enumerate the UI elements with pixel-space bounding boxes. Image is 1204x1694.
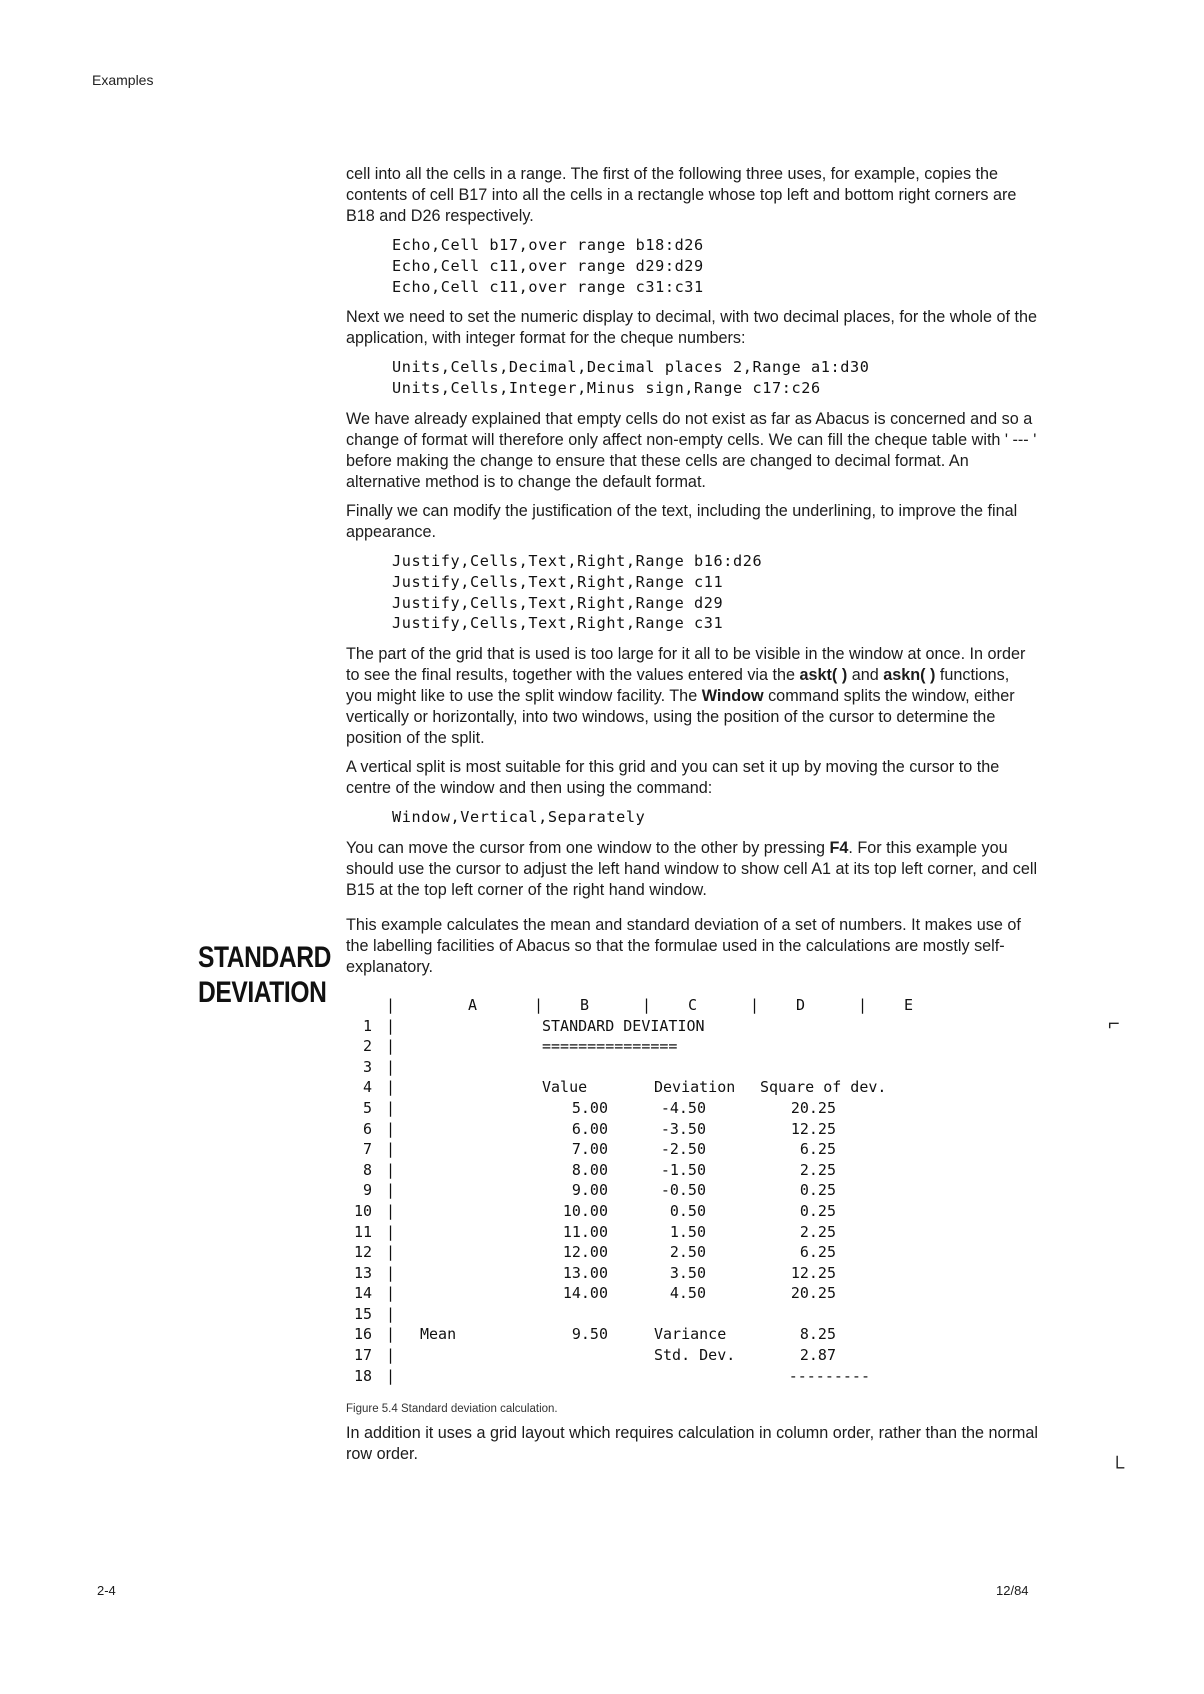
- cell-d: 6.25: [799, 1243, 836, 1262]
- section-heading: [198, 940, 331, 1010]
- code-line: Units,Cells,Decimal,Decimal places 2,Range a1:d30: [392, 358, 870, 377]
- running-header: Examples: [92, 72, 154, 88]
- cell-c: 2.50: [669, 1243, 706, 1262]
- cell-c: Std. Dev.: [654, 1346, 736, 1365]
- grid-row: [346, 1017, 1038, 1038]
- row-number: 11: [353, 1222, 372, 1241]
- code-line: Echo,Cell c11,over range c31:c31: [392, 277, 704, 296]
- cell-d: 2.25: [799, 1160, 836, 1179]
- paragraph-2: Next we need to set the numeric display to decimal, with two decimal places, for the whole of the application, with integer format for the cheque numbers:: [346, 308, 1038, 348]
- cell-d: 2.87: [799, 1346, 836, 1365]
- cell-d: 8.25: [799, 1325, 836, 1344]
- cell-c: Variance: [654, 1325, 727, 1344]
- grid-separator: |: [386, 1016, 396, 1035]
- grid-separator: |: [386, 995, 396, 1014]
- row-number: 7: [362, 1140, 372, 1159]
- grid-separator: |: [386, 1325, 396, 1344]
- grid-separator: |: [858, 995, 868, 1014]
- col-header-c: C: [688, 995, 698, 1014]
- grid-row: [346, 1243, 1038, 1264]
- cell-a: Mean: [420, 1325, 457, 1344]
- cell-d: ---------: [788, 1366, 870, 1385]
- f4-key: F4: [829, 838, 849, 857]
- cell-c: 0.50: [669, 1201, 706, 1220]
- section-heading-line2: DEVIATION: [198, 976, 327, 1009]
- cell-b: 13.00: [562, 1263, 608, 1282]
- grid-separator: |: [386, 1263, 396, 1282]
- cell-d: 0.25: [799, 1181, 836, 1200]
- cell-b: 7.00: [571, 1140, 608, 1159]
- row-number: 1: [362, 1016, 372, 1035]
- paragraph-3: We have already explained that empty cells do not exist as far as Abacus is concerned and so a change of format will therefore only affect non-empty cells. We can fill the cheque table with ' --- ' before making the change to ensure that these cells are changed to decimal format. An alternative method is to change the default format.: [346, 409, 1037, 491]
- cell-c: 3.50: [669, 1263, 706, 1282]
- col-header-e: E: [904, 995, 914, 1014]
- grid-separator: |: [386, 1160, 396, 1179]
- row-number: 5: [362, 1098, 372, 1117]
- paragraph-7: You can move the cursor from one window to the other by pressing F4. For this example you should use the cursor to adjust the left hand window to show cell A1 at its top left corner, and cell B15 at the top left corner of the right hand window.: [346, 838, 1038, 899]
- grid-header-row: [346, 996, 1038, 1017]
- grid-row: [346, 1078, 1038, 1099]
- row-number: 14: [353, 1284, 372, 1303]
- cell-c: Deviation: [654, 1078, 736, 1097]
- grid-separator: |: [386, 1098, 396, 1117]
- cell-d: 20.25: [790, 1284, 836, 1303]
- grid-separator: |: [642, 995, 652, 1014]
- code-line: Justify,Cells,Text,Right,Range b16:d26: [392, 551, 763, 570]
- grid-separator: |: [386, 1181, 396, 1200]
- cell-c: 4.50: [669, 1284, 706, 1303]
- grid-row: [346, 1120, 1038, 1141]
- cell-b: 6.00: [571, 1119, 608, 1138]
- code-block-units: [392, 357, 1038, 399]
- grid-row: [346, 1325, 1038, 1346]
- grid-separator: |: [386, 1078, 396, 1097]
- grid-row: [346, 1284, 1038, 1305]
- grid-separator: |: [386, 1304, 396, 1323]
- cell-c: -2.50: [660, 1140, 706, 1159]
- code-block-echo: [392, 235, 1038, 297]
- figure-caption: Figure 5.4 Standard deviation calculation.: [346, 1403, 558, 1416]
- paragraph-4: Finally we can modify the justification of the text, including the underlining, to improve the final appearance.: [346, 501, 1018, 541]
- col-header-b: B: [580, 995, 590, 1014]
- cell-d: 12.25: [790, 1263, 836, 1282]
- paragraph-8: This example calculates the mean and standard deviation of a set of numbers. It makes use of the labelling facilities of Abacus so that the formulae used in the calculations are mostly self-explanatory.: [346, 915, 1021, 976]
- grid-row: [346, 1181, 1038, 1202]
- cell-c: -1.50: [660, 1160, 706, 1179]
- cell-d: 6.25: [799, 1140, 836, 1159]
- askt-function: askt( ): [799, 666, 848, 685]
- code-line: Echo,Cell b17,over range b18:d26: [392, 236, 704, 254]
- row-number: 10: [353, 1201, 372, 1220]
- row-number: 3: [362, 1057, 372, 1076]
- code-line: Justify,Cells,Text,Right,Range c31: [392, 614, 724, 633]
- cell-c: -3.50: [660, 1119, 706, 1138]
- cell-b: 9.50: [571, 1325, 608, 1344]
- paragraph-5: The part of the grid that is used is too large for it all to be visible in the window at once. In order to see the final results, together with the values entered via the askt( ) and askn( ) functions, you might like to use the split window facility. The Window command splits the window, either vertically or horizontally, into two windows, using the position of the cursor to determine the position of the split.: [346, 645, 1026, 748]
- row-number: 4: [362, 1078, 372, 1097]
- row-number: 8: [362, 1160, 372, 1179]
- grid-row: [346, 1140, 1038, 1161]
- grid-separator: |: [386, 1119, 396, 1138]
- grid-row: [346, 1346, 1038, 1367]
- cell-b: 10.00: [562, 1201, 608, 1220]
- paragraph-1: cell into all the cells in a range. The first of the following three uses, for example, copies the contents of cell B17 into all the cells in a rectangle whose top left and bottom right corners are B18 and D26 respectively.: [346, 165, 1017, 225]
- cell-d: Square of dev.: [760, 1078, 887, 1097]
- code-line: Echo,Cell c11,over range d29:d29: [392, 256, 704, 275]
- cell-c: 1.50: [669, 1222, 706, 1241]
- grid-separator: |: [386, 1284, 396, 1303]
- main-body: [346, 164, 1038, 1473]
- grid-separator: |: [750, 995, 760, 1014]
- grid-row: [346, 1037, 1038, 1058]
- cell-d: 0.25: [799, 1201, 836, 1220]
- cell-b: 12.00: [562, 1243, 608, 1262]
- cell-b: ===============: [542, 1037, 678, 1056]
- paragraph-6: A vertical split is most suitable for this grid and you can set it up by moving the cursor to the centre of the window and then using the command:: [346, 758, 1000, 798]
- page-number: 2-4: [97, 1583, 116, 1598]
- scan-mark-icon: └: [1110, 1457, 1125, 1479]
- cell-b: 5.00: [571, 1098, 608, 1117]
- grid-separator: |: [534, 995, 544, 1014]
- row-number: 9: [362, 1181, 372, 1200]
- grid-row: [346, 1367, 1038, 1388]
- code-line: Justify,Cells,Text,Right,Range d29: [392, 593, 724, 612]
- grid-separator: |: [386, 1057, 396, 1076]
- grid-separator: |: [386, 1140, 396, 1159]
- code-block-window: [392, 807, 1038, 828]
- grid-separator: |: [386, 1037, 396, 1056]
- paragraph-9: In addition it uses a grid layout which requires calculation in column order, rather than the normal row order.: [346, 1424, 1038, 1464]
- cell-b: 9.00: [571, 1181, 608, 1200]
- section-heading-line1: STANDARD: [198, 941, 331, 974]
- grid-row: [346, 1223, 1038, 1244]
- row-number: 2: [362, 1037, 372, 1056]
- grid-row: [346, 1099, 1038, 1120]
- row-number: 6: [362, 1119, 372, 1138]
- cell-d: 12.25: [790, 1119, 836, 1138]
- askn-function: askn( ): [883, 666, 936, 685]
- grid-row: [346, 1305, 1038, 1326]
- grid-rows: [346, 1017, 1038, 1388]
- row-number: 16: [353, 1325, 372, 1344]
- col-header-d: D: [796, 995, 806, 1014]
- cell-c: -4.50: [660, 1098, 706, 1117]
- cell-b: Value: [542, 1078, 588, 1097]
- cell-d: 2.25: [799, 1222, 836, 1241]
- row-number: 17: [353, 1346, 372, 1365]
- row-number: 12: [353, 1243, 372, 1262]
- cell-b: 11.00: [562, 1222, 608, 1241]
- grid-separator: |: [386, 1243, 396, 1262]
- grid-row: [346, 1264, 1038, 1285]
- col-header-a: A: [468, 995, 478, 1014]
- grid-separator: |: [386, 1366, 396, 1385]
- cell-b: STANDARD DEVIATION: [542, 1016, 705, 1035]
- cell-b: 8.00: [571, 1160, 608, 1179]
- grid-separator: |: [386, 1201, 396, 1220]
- code-line: Justify,Cells,Text,Right,Range c11: [392, 572, 724, 591]
- row-number: 15: [353, 1304, 372, 1323]
- scan-mark-icon: ⌐: [1108, 1013, 1120, 1035]
- page-date: 12/84: [996, 1583, 1029, 1598]
- grid-separator: |: [386, 1222, 396, 1241]
- window-command: Window: [701, 687, 764, 706]
- spreadsheet-grid: [346, 996, 1038, 1387]
- cell-d: 20.25: [790, 1098, 836, 1117]
- row-number: 18: [353, 1366, 372, 1385]
- grid-row: [346, 1058, 1038, 1079]
- grid-row: [346, 1161, 1038, 1182]
- row-number: 13: [353, 1263, 372, 1282]
- code-block-justify: [392, 551, 1038, 634]
- code-line: Units,Cells,Integer,Minus sign,Range c17:c26: [392, 379, 821, 398]
- code-line: Window,Vertical,Separately: [392, 808, 646, 827]
- grid-row: [346, 1202, 1038, 1223]
- grid-separator: |: [386, 1346, 396, 1365]
- cell-c: -0.50: [660, 1181, 706, 1200]
- cell-b: 14.00: [562, 1284, 608, 1303]
